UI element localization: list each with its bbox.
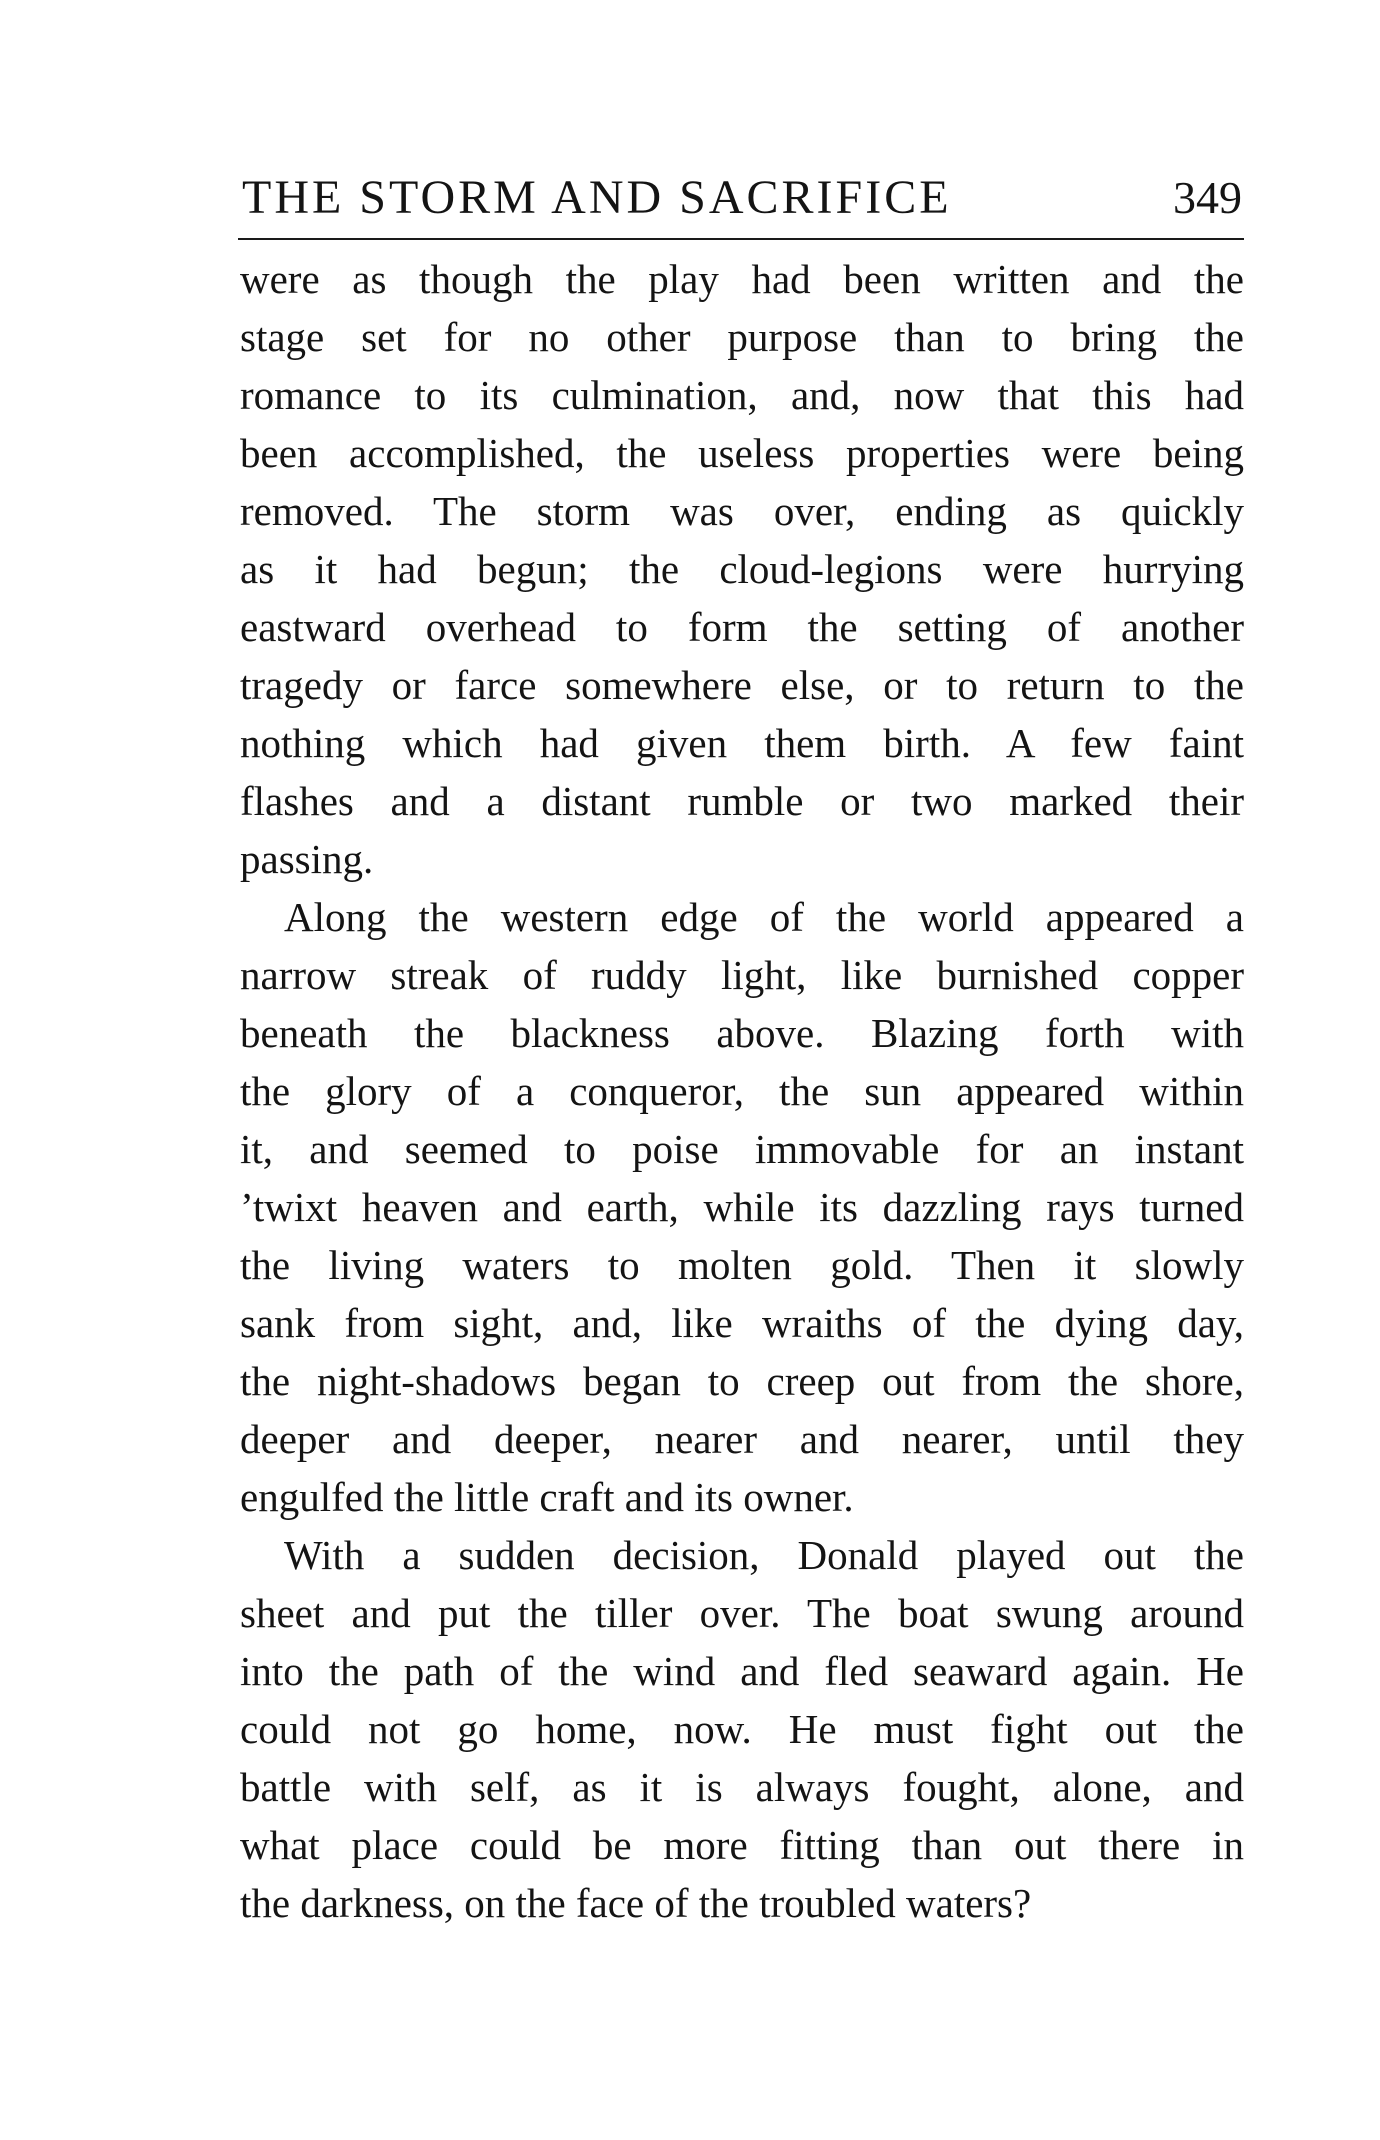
text-line: it, and seemed to poise immovable for an instant: [240, 1126, 1244, 1172]
text-line: engulfed the little craft and its owner.: [240, 1474, 854, 1520]
text-line: into the path of the wind and fled seaward again. He: [240, 1648, 1244, 1694]
text-line: the glory of a conqueror, the sun appeared within: [240, 1068, 1244, 1114]
text-line: could not go home, now. He must fight out the: [240, 1706, 1244, 1752]
text-line: nothing which had given them birth. A few faint: [240, 720, 1244, 766]
text-line: deeper and deeper, nearer and nearer, until they: [240, 1416, 1244, 1462]
text-line: passing.: [240, 836, 374, 882]
text-line: removed. The storm was over, ending as quickly: [240, 488, 1244, 534]
text-line: as it had begun; the cloud-legions were hurrying: [240, 546, 1244, 592]
text-line: eastward overhead to form the setting of another: [240, 604, 1244, 650]
text-line: the living waters to molten gold. Then it slowly: [240, 1242, 1244, 1288]
text-line: the night-shadows began to creep out from the shore,: [240, 1358, 1244, 1404]
paragraph-1: [240, 250, 1244, 888]
running-title: THE STORM AND SACRIFICE: [242, 171, 952, 224]
paragraph-2: [240, 888, 1244, 1526]
paragraph-3: [240, 1526, 1244, 1932]
text-line: narrow streak of ruddy light, like burnished copper: [240, 952, 1244, 998]
text-line: were as though the play had been written and the: [240, 256, 1244, 302]
text-line: battle with self, as it is always fought, alone, and: [240, 1764, 1244, 1810]
text-line: flashes and a distant rumble or two marked their: [240, 778, 1244, 824]
text-line: what place could be more fitting than out there in: [240, 1822, 1244, 1868]
header-rule: [238, 238, 1244, 240]
text-line: beneath the blackness above. Blazing forth with: [240, 1010, 1244, 1056]
text-line: stage set for no other purpose than to bring the: [240, 314, 1244, 360]
page-number: 349: [1173, 172, 1242, 223]
text-line: sheet and put the tiller over. The boat swung around: [240, 1590, 1244, 1636]
body-text: [240, 250, 1244, 1932]
text-line: been accomplished, the useless properties were being: [240, 430, 1244, 476]
running-head: [242, 168, 1242, 228]
text-line: the darkness, on the face of the troubled waters?: [240, 1880, 1032, 1926]
text-line: ’twixt heaven and earth, while its dazzling rays turned: [240, 1184, 1244, 1230]
text-line: With a sudden decision, Donald played out the: [284, 1532, 1244, 1578]
text-line: tragedy or farce somewhere else, or to return to the: [240, 662, 1244, 708]
text-line: sank from sight, and, like wraiths of the dying day,: [240, 1300, 1244, 1346]
text-line: Along the western edge of the world appeared a: [284, 894, 1244, 940]
text-line: romance to its culmination, and, now that this had: [240, 372, 1244, 418]
